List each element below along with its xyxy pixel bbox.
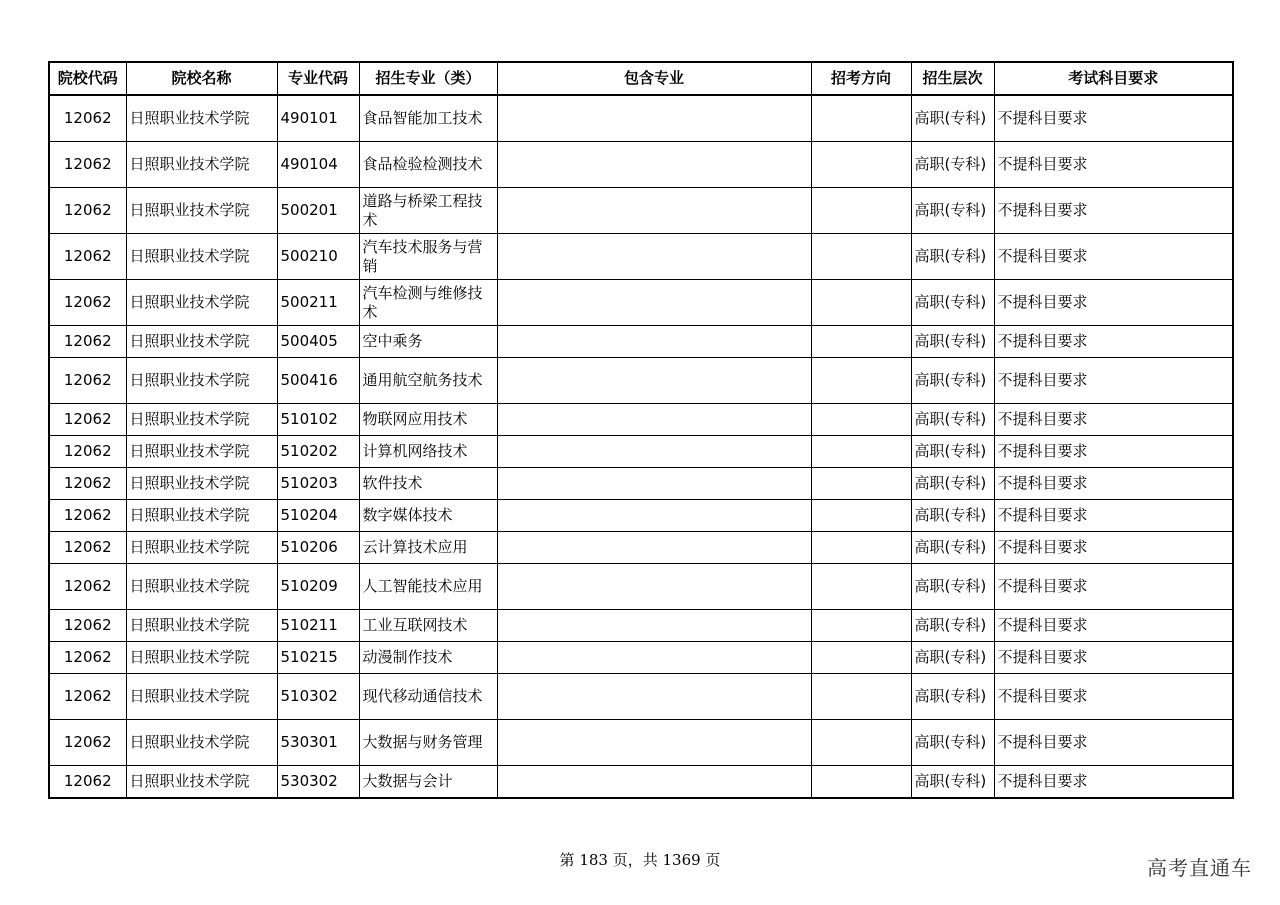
- table-row: [49, 720, 1233, 766]
- cell-school-name: 日照职业技术学院: [126, 326, 277, 358]
- cell-major-code: 510302: [277, 674, 359, 720]
- cell-school-name: 日照职业技术学院: [126, 610, 277, 642]
- cell-school-name: 日照职业技术学院: [126, 188, 277, 234]
- cell-direction: [811, 142, 911, 188]
- cell-school-code: 12062: [49, 674, 126, 720]
- cell-requirement: 不提科目要求: [994, 766, 1233, 799]
- cell-school-code: 12062: [49, 766, 126, 799]
- cell-direction: [811, 188, 911, 234]
- cell-included-majors: [497, 188, 811, 234]
- table-row: [49, 404, 1233, 436]
- cell-included-majors: [497, 95, 811, 142]
- cell-school-code: 12062: [49, 642, 126, 674]
- cell-school-code: 12062: [49, 564, 126, 610]
- cell-included-majors: [497, 234, 811, 280]
- cell-school-name: 日照职业技术学院: [126, 404, 277, 436]
- cell-major: 现代移动通信技术: [359, 674, 497, 720]
- cell-level: 高职(专科): [911, 436, 994, 468]
- cell-major: 云计算技术应用: [359, 532, 497, 564]
- cell-level: 高职(专科): [911, 500, 994, 532]
- cell-requirement: 不提科目要求: [994, 436, 1233, 468]
- cell-direction: [811, 564, 911, 610]
- cell-major-code: 510203: [277, 468, 359, 500]
- cell-included-majors: [497, 500, 811, 532]
- cell-level: 高职(专科): [911, 358, 994, 404]
- cell-direction: [811, 436, 911, 468]
- cell-school-code: 12062: [49, 468, 126, 500]
- cell-major: 软件技术: [359, 468, 497, 500]
- cell-school-name: 日照职业技术学院: [126, 642, 277, 674]
- table-row: [49, 234, 1233, 280]
- cell-major: 空中乘务: [359, 326, 497, 358]
- cell-included-majors: [497, 564, 811, 610]
- cell-direction: [811, 500, 911, 532]
- cell-direction: [811, 326, 911, 358]
- table-row: [49, 642, 1233, 674]
- header-included-majors: 包含专业: [497, 62, 811, 95]
- cell-major-code: 530301: [277, 720, 359, 766]
- cell-included-majors: [497, 642, 811, 674]
- cell-major-code: 500416: [277, 358, 359, 404]
- cell-school-name: 日照职业技术学院: [126, 358, 277, 404]
- cell-direction: [811, 674, 911, 720]
- cell-level: 高职(专科): [911, 564, 994, 610]
- cell-major: 食品检验检测技术: [359, 142, 497, 188]
- cell-level: 高职(专科): [911, 404, 994, 436]
- cell-requirement: 不提科目要求: [994, 358, 1233, 404]
- cell-included-majors: [497, 674, 811, 720]
- cell-major: 物联网应用技术: [359, 404, 497, 436]
- cell-school-name: 日照职业技术学院: [126, 564, 277, 610]
- cell-school-code: 12062: [49, 532, 126, 564]
- table-row: [49, 766, 1233, 799]
- cell-major: 大数据与财务管理: [359, 720, 497, 766]
- cell-included-majors: [497, 142, 811, 188]
- cell-major-code: 490101: [277, 95, 359, 142]
- cell-school-code: 12062: [49, 326, 126, 358]
- cell-level: 高职(专科): [911, 95, 994, 142]
- cell-requirement: 不提科目要求: [994, 280, 1233, 326]
- cell-included-majors: [497, 404, 811, 436]
- cell-direction: [811, 766, 911, 799]
- cell-school-name: 日照职业技术学院: [126, 500, 277, 532]
- table-row: [49, 532, 1233, 564]
- cell-direction: [811, 468, 911, 500]
- cell-requirement: 不提科目要求: [994, 500, 1233, 532]
- cell-major-code: 500211: [277, 280, 359, 326]
- cell-direction: [811, 404, 911, 436]
- watermark-text: 高考直通车: [1147, 856, 1252, 880]
- cell-level: 高职(专科): [911, 642, 994, 674]
- table-row: [49, 280, 1233, 326]
- cell-major-code: 500210: [277, 234, 359, 280]
- cell-requirement: 不提科目要求: [994, 720, 1233, 766]
- cell-major-code: 510206: [277, 532, 359, 564]
- table-row: [49, 610, 1233, 642]
- cell-major: 数字媒体技术: [359, 500, 497, 532]
- cell-major: 食品智能加工技术: [359, 95, 497, 142]
- header-major: 招生专业（类）: [359, 62, 497, 95]
- cell-school-code: 12062: [49, 500, 126, 532]
- header-row: [49, 62, 1233, 95]
- cell-school-code: 12062: [49, 280, 126, 326]
- cell-requirement: 不提科目要求: [994, 95, 1233, 142]
- cell-included-majors: [497, 280, 811, 326]
- table-row: [49, 500, 1233, 532]
- cell-school-code: 12062: [49, 610, 126, 642]
- header-major-code: 专业代码: [277, 62, 359, 95]
- page-number: 第 183 页，共 1369 页: [559, 851, 721, 869]
- cell-level: 高职(专科): [911, 326, 994, 358]
- cell-requirement: 不提科目要求: [994, 234, 1233, 280]
- cell-school-code: 12062: [49, 720, 126, 766]
- table-header: [49, 62, 1233, 95]
- table-row: [49, 674, 1233, 720]
- cell-level: 高职(专科): [911, 532, 994, 564]
- header-direction: 招考方向: [811, 62, 911, 95]
- cell-included-majors: [497, 468, 811, 500]
- cell-major: 大数据与会计: [359, 766, 497, 799]
- cell-direction: [811, 358, 911, 404]
- cell-level: 高职(专科): [911, 674, 994, 720]
- cell-direction: [811, 234, 911, 280]
- header-school-code: 院校代码: [49, 62, 126, 95]
- cell-major-code: 510215: [277, 642, 359, 674]
- table-row: [49, 358, 1233, 404]
- cell-major-code: 500201: [277, 188, 359, 234]
- header-level: 招生层次: [911, 62, 994, 95]
- cell-requirement: 不提科目要求: [994, 610, 1233, 642]
- cell-school-name: 日照职业技术学院: [126, 234, 277, 280]
- header-school-name: 院校名称: [126, 62, 277, 95]
- cell-requirement: 不提科目要求: [994, 642, 1233, 674]
- cell-level: 高职(专科): [911, 188, 994, 234]
- cell-school-name: 日照职业技术学院: [126, 766, 277, 799]
- table-row: [49, 436, 1233, 468]
- cell-school-name: 日照职业技术学院: [126, 280, 277, 326]
- cell-school-code: 12062: [49, 95, 126, 142]
- table-row: [49, 95, 1233, 142]
- cell-level: 高职(专科): [911, 280, 994, 326]
- cell-included-majors: [497, 720, 811, 766]
- cell-major: 通用航空航务技术: [359, 358, 497, 404]
- cell-school-code: 12062: [49, 142, 126, 188]
- cell-direction: [811, 642, 911, 674]
- cell-school-code: 12062: [49, 234, 126, 280]
- cell-requirement: 不提科目要求: [994, 188, 1233, 234]
- cell-included-majors: [497, 326, 811, 358]
- cell-major-code: 510102: [277, 404, 359, 436]
- cell-level: 高职(专科): [911, 610, 994, 642]
- table-row: [49, 564, 1233, 610]
- cell-major-code: 530302: [277, 766, 359, 799]
- cell-major: 道路与桥梁工程技术: [359, 188, 497, 234]
- cell-level: 高职(专科): [911, 720, 994, 766]
- cell-major: 工业互联网技术: [359, 610, 497, 642]
- cell-requirement: 不提科目要求: [994, 404, 1233, 436]
- cell-included-majors: [497, 436, 811, 468]
- cell-included-majors: [497, 358, 811, 404]
- table-row: [49, 468, 1233, 500]
- table-row: [49, 188, 1233, 234]
- cell-requirement: 不提科目要求: [994, 564, 1233, 610]
- cell-requirement: 不提科目要求: [994, 532, 1233, 564]
- cell-school-name: 日照职业技术学院: [126, 436, 277, 468]
- cell-school-name: 日照职业技术学院: [126, 674, 277, 720]
- table-row: [49, 142, 1233, 188]
- cell-requirement: 不提科目要求: [994, 326, 1233, 358]
- cell-school-code: 12062: [49, 358, 126, 404]
- cell-direction: [811, 280, 911, 326]
- cell-direction: [811, 610, 911, 642]
- cell-school-name: 日照职业技术学院: [126, 468, 277, 500]
- cell-school-name: 日照职业技术学院: [126, 532, 277, 564]
- cell-requirement: 不提科目要求: [994, 468, 1233, 500]
- admissions-table: [48, 61, 1234, 799]
- cell-major-code: 510204: [277, 500, 359, 532]
- cell-major-code: 510209: [277, 564, 359, 610]
- cell-included-majors: [497, 610, 811, 642]
- cell-included-majors: [497, 766, 811, 799]
- cell-major: 人工智能技术应用: [359, 564, 497, 610]
- header-requirement: 考试科目要求: [994, 62, 1233, 95]
- table-body: [49, 95, 1233, 798]
- cell-major: 计算机网络技术: [359, 436, 497, 468]
- cell-school-code: 12062: [49, 404, 126, 436]
- table-row: [49, 326, 1233, 358]
- cell-requirement: 不提科目要求: [994, 674, 1233, 720]
- cell-major: 汽车技术服务与营销: [359, 234, 497, 280]
- cell-included-majors: [497, 532, 811, 564]
- cell-direction: [811, 532, 911, 564]
- cell-major: 汽车检测与维修技术: [359, 280, 497, 326]
- cell-level: 高职(专科): [911, 766, 994, 799]
- cell-major-code: 510211: [277, 610, 359, 642]
- cell-level: 高职(专科): [911, 468, 994, 500]
- cell-school-name: 日照职业技术学院: [126, 720, 277, 766]
- cell-major: 动漫制作技术: [359, 642, 497, 674]
- cell-major-code: 510202: [277, 436, 359, 468]
- cell-school-code: 12062: [49, 188, 126, 234]
- cell-school-name: 日照职业技术学院: [126, 142, 277, 188]
- cell-major-code: 500405: [277, 326, 359, 358]
- cell-direction: [811, 720, 911, 766]
- cell-school-code: 12062: [49, 436, 126, 468]
- cell-level: 高职(专科): [911, 142, 994, 188]
- cell-level: 高职(专科): [911, 234, 994, 280]
- cell-direction: [811, 95, 911, 142]
- cell-major-code: 490104: [277, 142, 359, 188]
- cell-school-name: 日照职业技术学院: [126, 95, 277, 142]
- cell-requirement: 不提科目要求: [994, 142, 1233, 188]
